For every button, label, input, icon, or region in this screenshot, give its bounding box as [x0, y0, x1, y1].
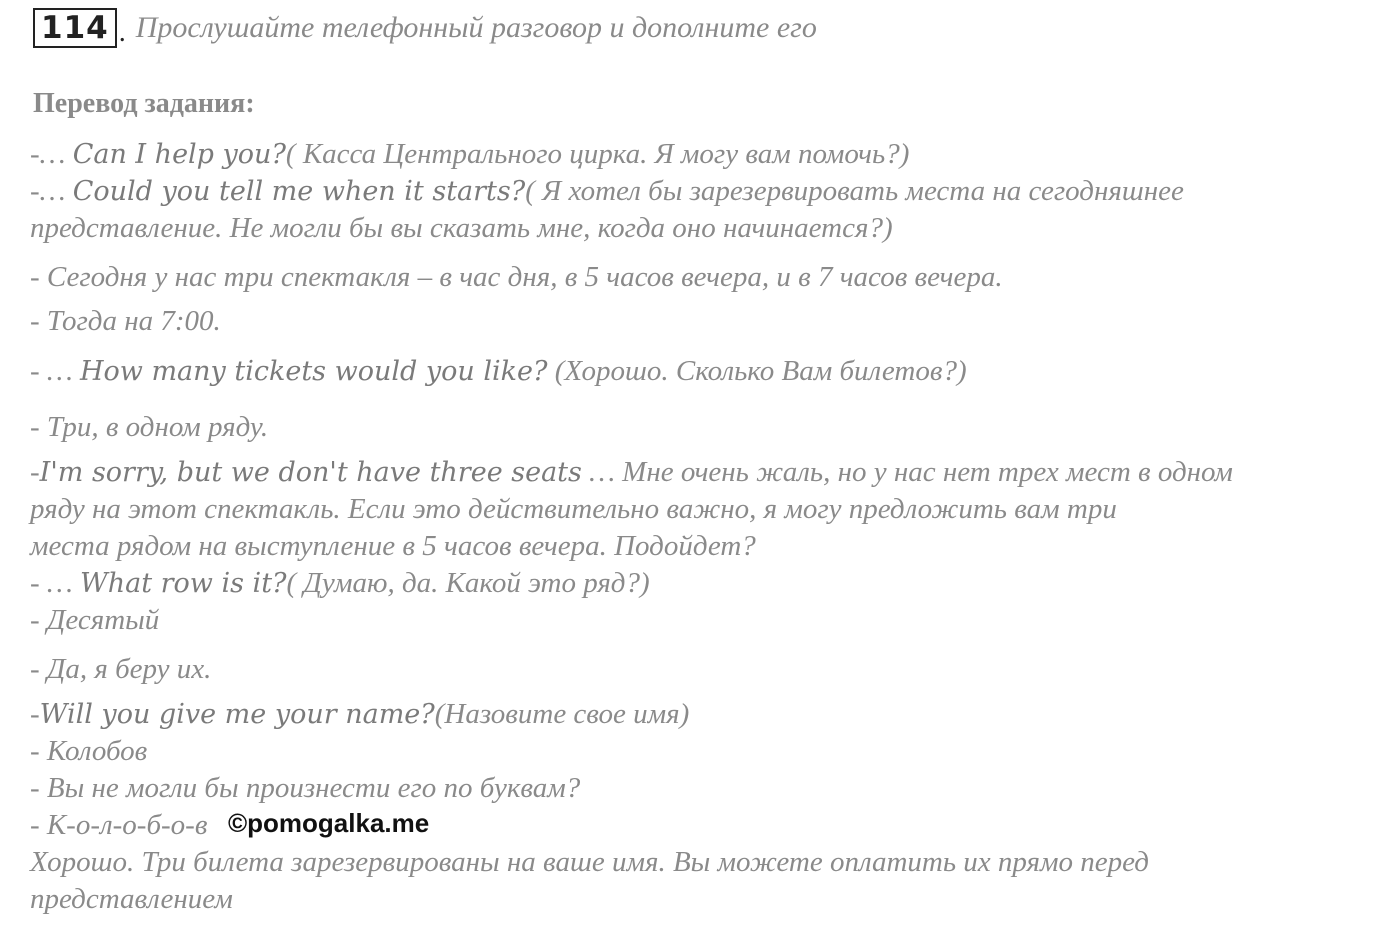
dialogue-line — [30, 305, 221, 338]
dialogue-line — [30, 735, 147, 768]
line-russian: представлением — [30, 883, 233, 915]
line-russian: - Колобов — [30, 735, 148, 767]
line-english: Will you give me your name? — [39, 699, 435, 730]
watermark-text: ©pomogalka.me — [228, 808, 430, 838]
dialogue-line — [30, 493, 1117, 526]
line-english: I'm sorry, but we don't have three seats — [39, 457, 582, 488]
line-russian: ( Я хотел бы зарезервировать места на сегодняшнее — [525, 175, 1184, 207]
task-number: 114 — [33, 8, 117, 48]
line-russian: - Да, я беру их. — [30, 653, 212, 685]
dialogue-line — [30, 604, 159, 637]
dialogue-line — [30, 456, 1233, 489]
line-russian: ряду на этот спектакль. Если это действительно важно, я могу предложить вам три — [30, 493, 1117, 525]
dialogue-line — [30, 411, 268, 444]
dialogue-line — [30, 846, 1149, 879]
line-russian: ( Думаю, да. Какой это ряд?) — [286, 567, 650, 599]
line-russian: представление. Не могли бы вы сказать мне, когда оно начинается?) — [30, 212, 893, 244]
line-russian: (Хорошо. Сколько Вам билетов?) — [547, 355, 967, 387]
line-english: What row is it? — [79, 568, 287, 599]
dialogue-line — [30, 883, 233, 916]
line-russian: - Тогда на 7:00. — [30, 305, 221, 337]
dialogue-line — [30, 809, 207, 842]
line-russian: - Сегодня у нас три спектакля – в час дня, в 5 часов вечера, и в 7 часов вечера. — [30, 261, 1003, 293]
section-title: Перевод задания: — [33, 88, 255, 119]
line-russian: места рядом на выступление в 5 часов вечера. Подойдет? — [30, 530, 756, 562]
dialogue-line — [30, 175, 1184, 208]
line-prefix: -… — [30, 175, 73, 207]
task-header — [33, 8, 817, 48]
dialogue-line — [30, 567, 650, 600]
line-russian: (Назовите свое имя) — [434, 698, 690, 730]
line-russian: ( Касса Центрального цирка. Я могу вам помочь?) — [285, 138, 910, 170]
dialogue-line — [30, 212, 893, 245]
dialogue-line — [30, 530, 756, 563]
line-prefix: - — [30, 456, 40, 488]
dialogue-line — [30, 653, 211, 686]
line-prefix: - … — [30, 355, 80, 387]
dialogue-line — [30, 698, 689, 731]
line-russian: … Мне очень жаль, но у нас нет трех мест в одном — [581, 456, 1233, 488]
line-english: How many tickets would you like? — [79, 356, 548, 387]
line-english: Could you tell me when it starts? — [72, 176, 526, 207]
dialogue-line — [30, 772, 580, 805]
line-prefix: - — [30, 698, 40, 730]
task-instruction: Прослушайте телефонный разговор и дополните его — [135, 11, 817, 44]
line-prefix: -… — [30, 138, 73, 170]
line-english: Can I help you? — [72, 139, 286, 170]
dialogue-line — [30, 355, 967, 388]
dialogue-line — [30, 261, 1003, 294]
line-russian: - К-о-л-о-б-о-в — [30, 809, 208, 841]
dialogue-line — [30, 138, 909, 171]
line-russian: - Три, в одном ряду. — [30, 411, 269, 443]
line-russian: Хорошо. Три билета зарезервированы на ваше имя. Вы можете оплатить их прямо перед — [30, 846, 1149, 878]
line-russian: - Вы не могли бы произнести его по буквам? — [30, 772, 581, 804]
task-number-dot: . — [118, 17, 126, 48]
line-russian: - Десятый — [30, 604, 160, 636]
line-prefix: - … — [30, 567, 80, 599]
